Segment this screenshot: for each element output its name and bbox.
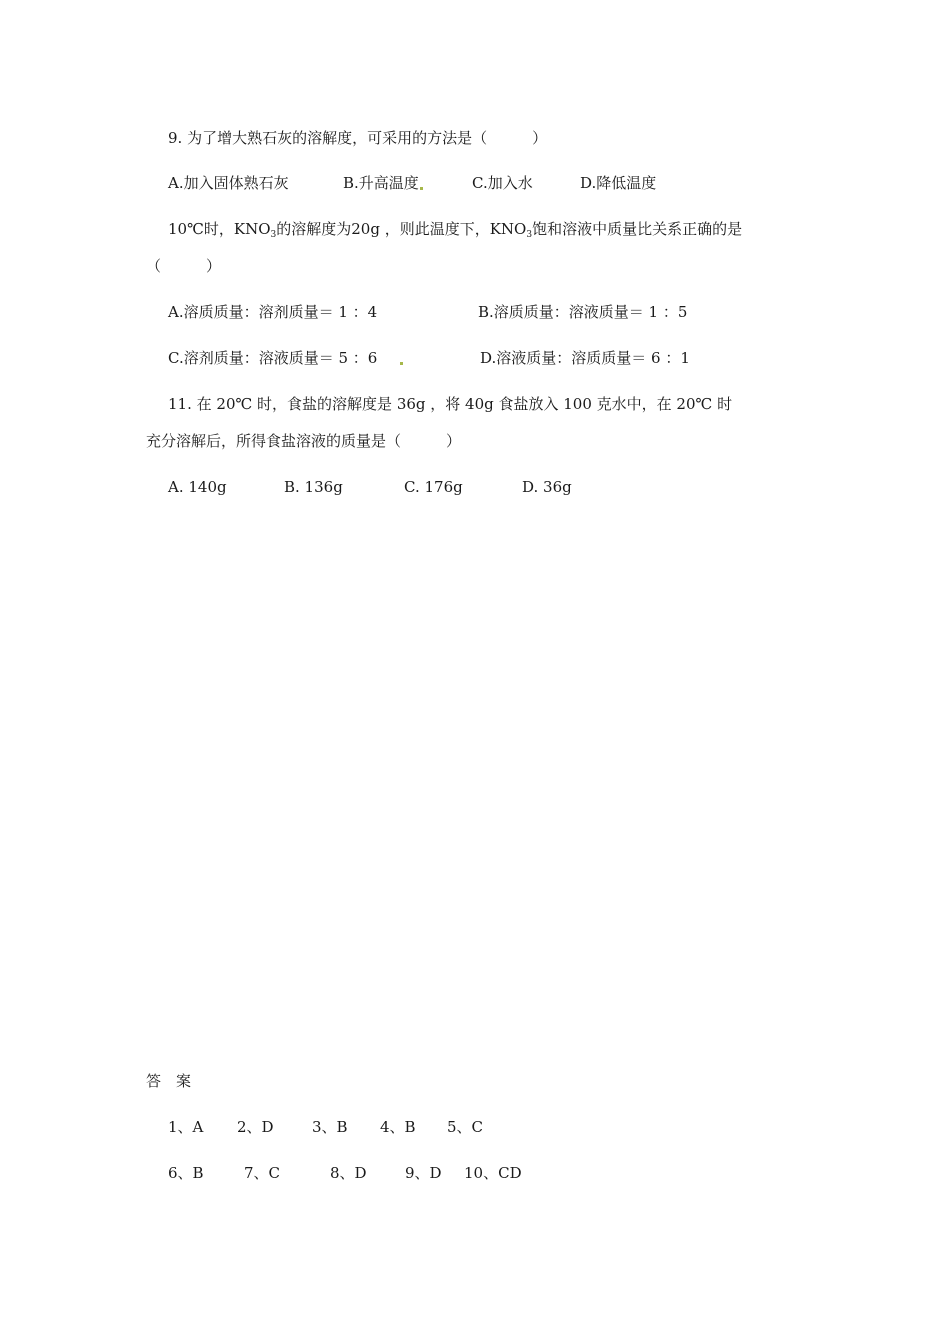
question-9-option-c: C.加入水 <box>472 174 533 192</box>
question-11-option-c: C. 176g <box>404 478 463 496</box>
question-11-option-a: A. 140g <box>168 478 227 496</box>
answer-item: 7、C <box>244 1164 281 1182</box>
question-9-option-b-text: B.升高温度 <box>343 174 419 192</box>
question-9-text: 为了增大熟石灰的溶解度，可采用的方法是（ ） <box>187 129 548 147</box>
answer-item: 3、B <box>312 1118 348 1136</box>
question-10-option-c-text: C.溶剂质量：溶液质量＝ 5 ：6 <box>168 349 378 367</box>
question-10-option-c <box>168 348 404 368</box>
question-10-text-3: 饱和溶液中质量比关系正确的是 <box>532 220 743 238</box>
marker-dot-icon <box>400 362 403 365</box>
question-10-text-2: 的溶解度为20g ，则此温度下，KNO <box>276 220 527 238</box>
answer-item: 10、CD <box>464 1164 522 1182</box>
question-9-option-a: A.加入固体熟石灰 <box>168 174 289 192</box>
question-10-option-a: A.溶质质量：溶剂质量＝ 1 ：4 <box>168 303 378 321</box>
question-11-number: 11. <box>168 395 192 413</box>
question-10-subscript-1: 3 <box>270 230 277 240</box>
question-10-stem <box>168 219 742 245</box>
answer-item: 1、A <box>168 1118 204 1136</box>
question-11-stem <box>168 394 732 414</box>
question-10-text-1: 10℃时，KNO <box>168 220 271 238</box>
question-9-stem <box>168 128 547 148</box>
question-9-number: 9. <box>168 129 183 147</box>
marker-dot-icon <box>420 187 423 190</box>
answer-item: 2、D <box>237 1118 274 1136</box>
answer-item: 5、C <box>447 1118 484 1136</box>
question-11-option-b: B. 136g <box>284 478 343 496</box>
question-11-option-d: D. 36g <box>522 478 572 496</box>
question-10-subscript-2: 3 <box>526 230 533 240</box>
answer-item: 4、B <box>380 1118 416 1136</box>
answer-item: 8、D <box>330 1164 367 1182</box>
question-10-option-d: D.溶液质量：溶质质量＝ 6 ：1 <box>480 349 690 367</box>
answer-item: 9、D <box>405 1164 442 1182</box>
answers-title: 答 案 <box>146 1072 192 1090</box>
answer-item: 6、B <box>168 1164 204 1182</box>
question-10-stem-line2: （ ） <box>146 257 222 275</box>
question-10-option-b: B.溶质质量：溶液质量＝ 1 ：5 <box>478 303 688 321</box>
question-9-option-b <box>343 173 424 193</box>
question-9-option-d: D.降低温度 <box>580 174 657 192</box>
question-11-stem-line2: 充分溶解后，所得食盐溶液的质量是（ ） <box>146 432 462 450</box>
question-11-text: 在 20℃ 时，食盐的溶解度是 36g ，将 40g 食盐放入 100 克水中，在 20℃ 时 <box>196 395 733 413</box>
